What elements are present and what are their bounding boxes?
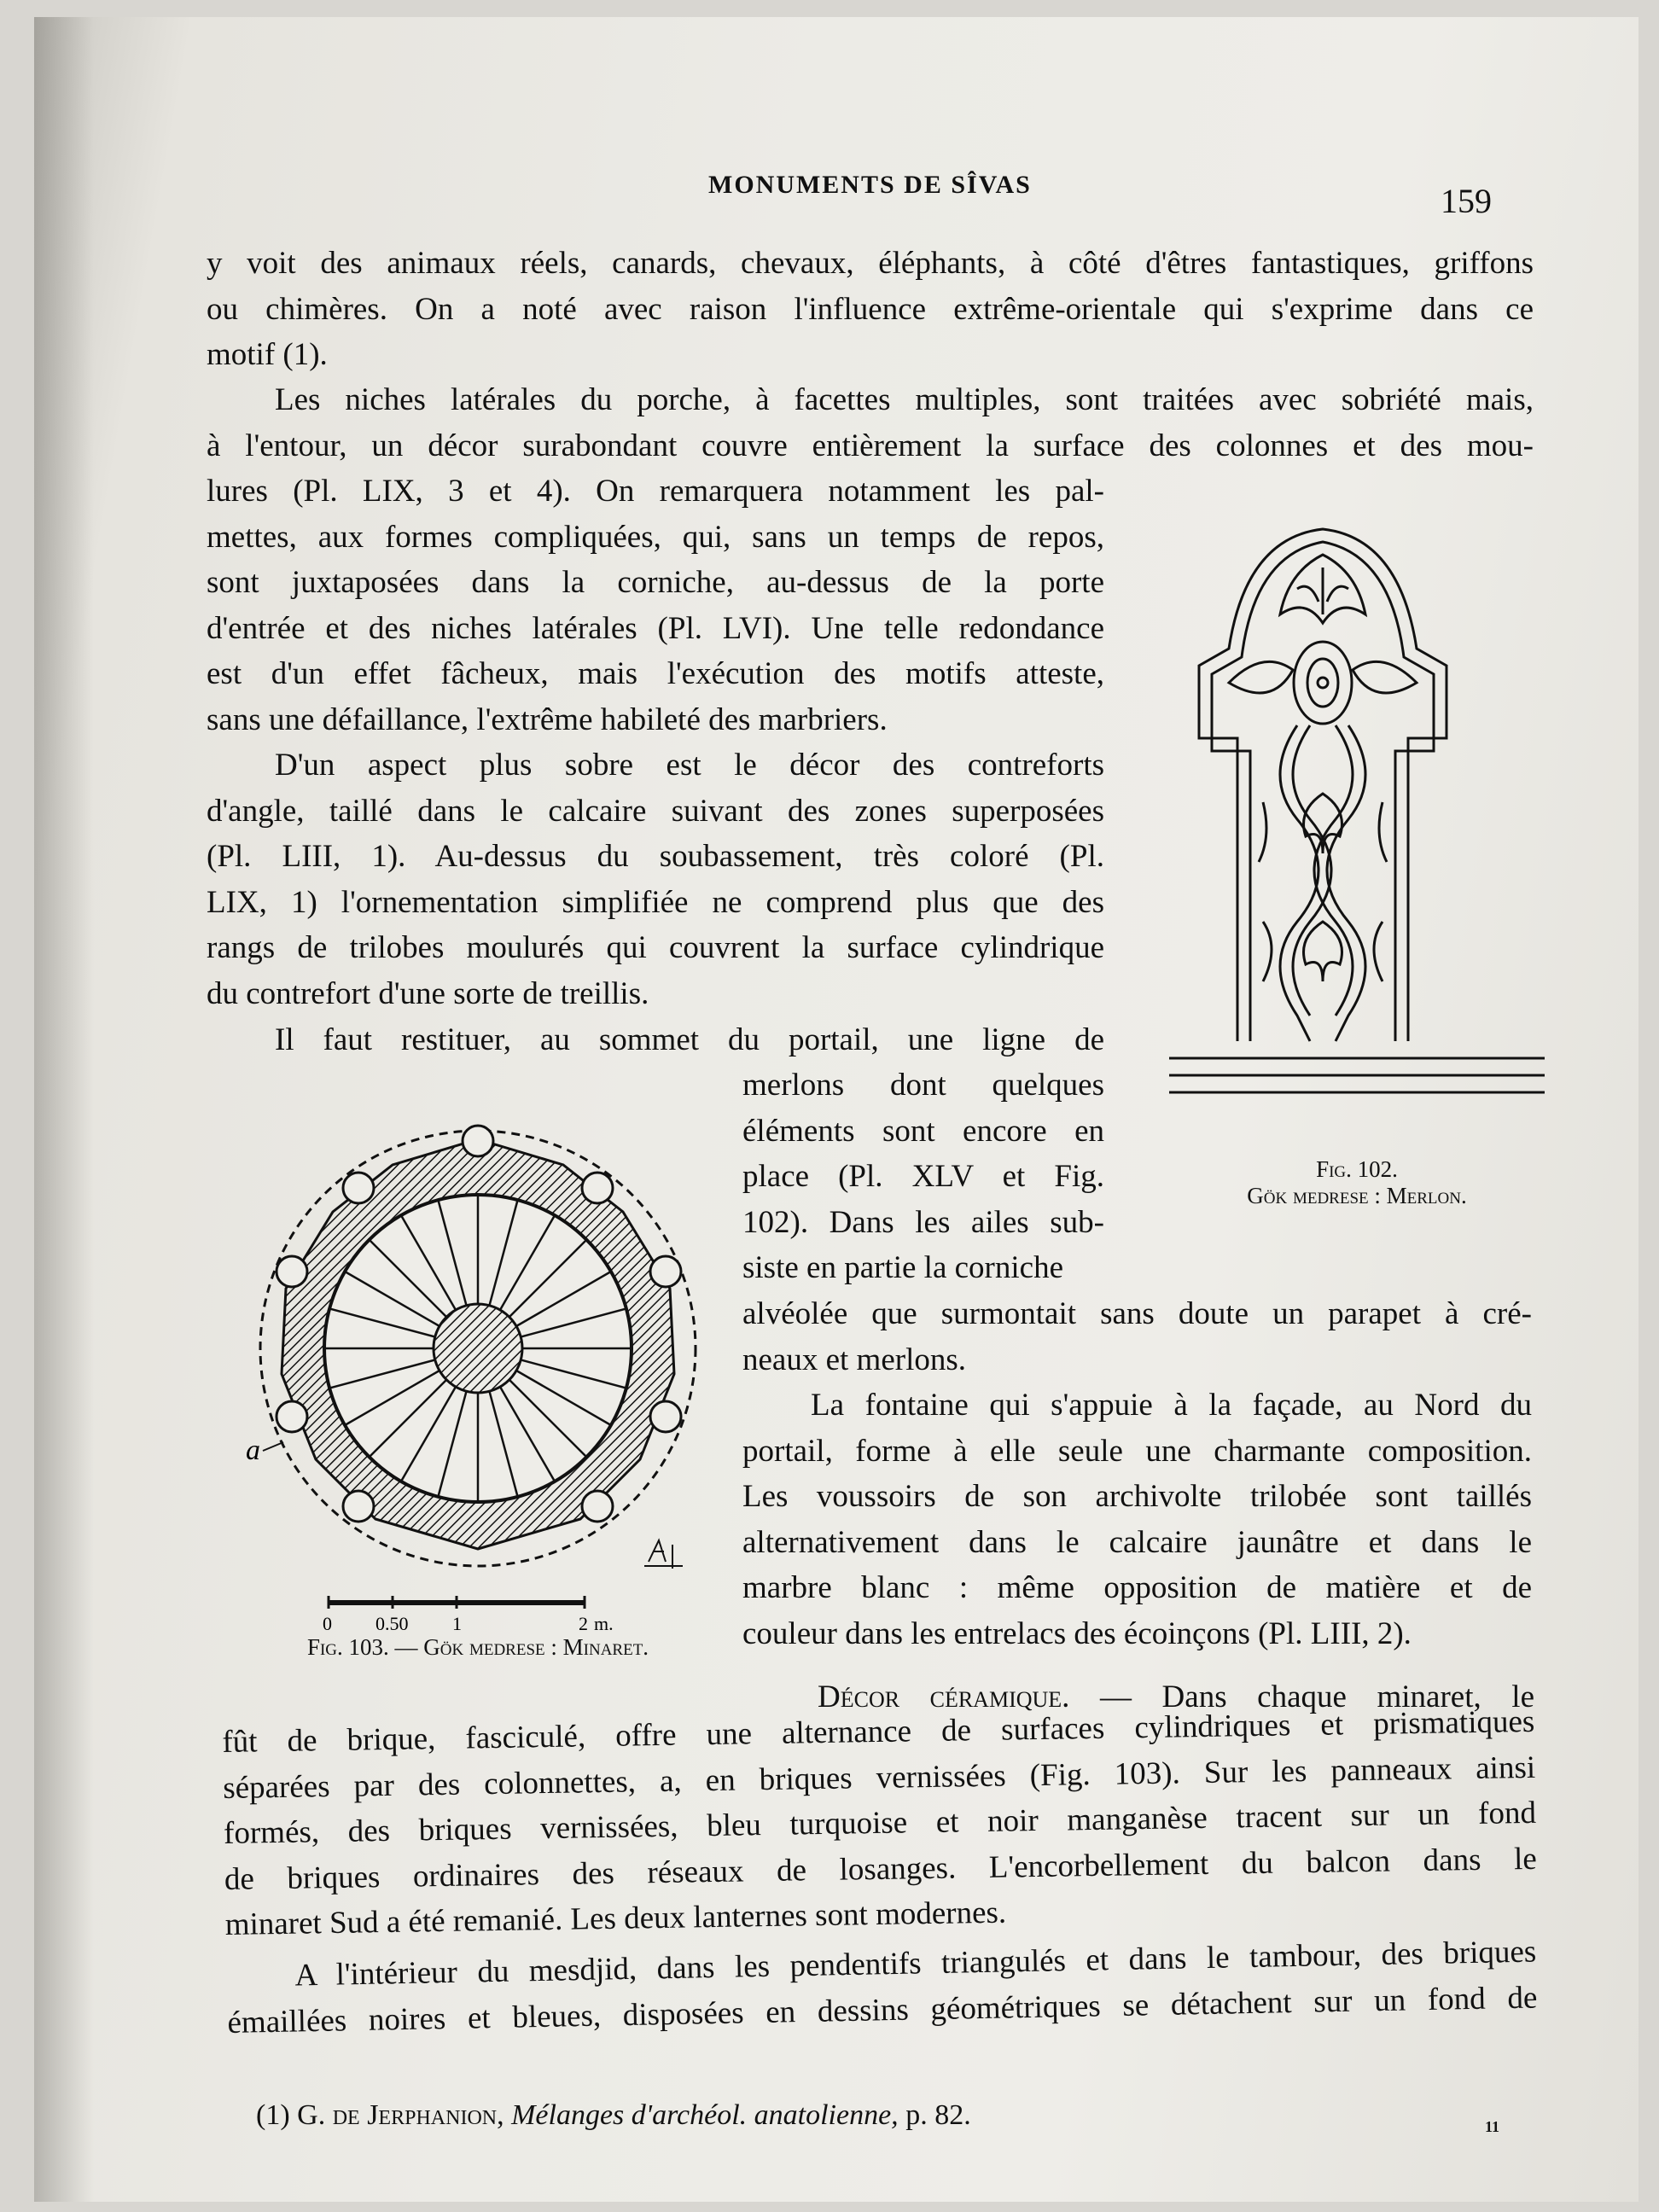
text-line: minaret Sud a été remanié. Les deux lanternes sont modernes. xyxy=(224,1895,1007,1942)
paragraph-2-narrow xyxy=(207,469,1104,742)
scale-unit: m. xyxy=(594,1613,614,1634)
fig102-caption xyxy=(1229,1156,1485,1209)
book-page xyxy=(34,17,1639,2202)
fig103-caption: Fig. 103. — Gök medrese : Minaret. xyxy=(306,1634,649,1660)
text-line: est d'un effet fâcheux, mais l'exécution des motifs atteste, xyxy=(207,656,1104,691)
scale-050: 0.50 xyxy=(375,1613,409,1634)
section-heading: Décor céramique. xyxy=(818,1679,1070,1714)
paragraph-4-narrow xyxy=(742,1062,1104,1291)
text-line: place (Pl. XLV et Fig. xyxy=(742,1159,1104,1194)
text-line: émaillées noires et bleues, disposées en dessins géométriques se détachent sur un fond de xyxy=(227,1980,1538,2040)
text-line: marbre blanc : même opposition de matière et de xyxy=(742,1570,1532,1605)
text-line: Il faut restituer, au sommet du portail, une ligne de xyxy=(275,1022,1104,1057)
text-line: alvéolée que surmontait sans doute un parapet à cré- xyxy=(742,1296,1532,1331)
footnote-title: Mélanges d'archéol. anatolienne, xyxy=(511,2099,899,2131)
text-line: 102). Dans les ailes sub- xyxy=(742,1204,1104,1240)
scale-0: 0 xyxy=(323,1613,332,1634)
footnote-author: G. de Jerphanion, xyxy=(297,2099,504,2131)
paragraph-2 xyxy=(207,377,1534,469)
paragraph-6 xyxy=(222,1699,1538,1948)
text-line: D'un aspect plus sobre est le décor des contreforts xyxy=(275,748,1104,783)
page-number: 159 xyxy=(1441,182,1492,220)
scale-2: 2 xyxy=(579,1613,588,1634)
text-line: lures (Pl. LIX, 3 et 4). On remarquera notamment les pal- xyxy=(207,474,1104,509)
text-line: rangs de trilobes moulurés qui couvrent la surface cylindrique xyxy=(207,930,1104,965)
footnote xyxy=(256,2099,971,2132)
paragraph-7 xyxy=(226,1930,1538,2046)
text-line: sont juxtaposées dans la corniche, au-dessus de la porte xyxy=(207,565,1104,600)
text-line: couleur dans les entrelacs des écoinçons (Pl. LIII, 2). xyxy=(742,1615,1412,1651)
paragraph-5 xyxy=(742,1382,1532,1656)
text-line: d'angle, taillé dans le calcaire suivant des zones superposées xyxy=(207,793,1104,829)
minaret-plan-drawing xyxy=(222,1118,708,1647)
text-line: A l'intérieur du mesdjid, dans les pendentifs triangulés et dans le tambour, des briques xyxy=(294,1934,1537,1994)
footnote-marker: (1) xyxy=(256,2099,290,2131)
text-line: (Pl. LIII, 1). Au-dessus du soubassement, très coloré (Pl. xyxy=(207,839,1104,874)
text-line: merlons dont quelques xyxy=(742,1068,1104,1103)
paragraph-3 xyxy=(207,742,1104,1016)
text-line: formés, des briques vernissées, bleu turquoise et noir manganèse tracent sur un fond xyxy=(223,1795,1537,1851)
text-line: éléments sont encore en xyxy=(742,1113,1104,1149)
text-line: La fontaine qui s'appuie à la façade, au Nord du xyxy=(811,1388,1532,1423)
paragraph-1 xyxy=(207,241,1534,378)
text-line: LIX, 1) l'ornementation simplifiée ne comprend plus que des xyxy=(207,884,1104,920)
text-line: fût de brique, fasciculé, offre une alternance de surfaces cylindriques et prismatiques xyxy=(222,1703,1535,1760)
text-line: du contrefort d'une sorte de treillis. xyxy=(207,975,649,1011)
text-line: Les voussoirs de son archivolte trilobée sont taillés xyxy=(742,1479,1532,1514)
text-line: neaux et merlons. xyxy=(742,1342,966,1377)
text-line: portail, forme à elle seule une charmante composition. xyxy=(742,1433,1532,1469)
paragraph-4-wide xyxy=(742,1291,1532,1382)
text-line: Les niches latérales du porche, à facettes multiples, sont traitées avec sobriété mais, xyxy=(275,382,1534,417)
text-line: à l'entour, un décor surabondant couvre entièrement la surface des colonnes et des mou- xyxy=(207,428,1534,463)
binding-shadow xyxy=(34,17,94,2202)
text-line: motif (1). xyxy=(207,337,328,372)
heading-rest: — Dans chaque minaret, le xyxy=(1069,1679,1534,1714)
text-line: de briques ordinaires des réseaux de losanges. L'encorbellement du balcon dans le xyxy=(224,1841,1538,1897)
merlon-drawing xyxy=(1169,521,1545,1152)
text-line: sans une défaillance, l'extrême habileté des marbriers. xyxy=(207,701,888,737)
signature-mark: 11 xyxy=(1485,2118,1500,2135)
footnote-page: p. 82. xyxy=(905,2099,971,2131)
paragraph-4-first xyxy=(207,1017,1104,1063)
running-title: MONUMENTS DE SÎVAS xyxy=(708,171,1032,199)
text-line: séparées par des colonnettes, a, en briques vernissées (Fig. 103). Sur les panneaux ainsi xyxy=(222,1749,1536,1806)
fig102-title: Gök medrese : Merlon. xyxy=(1247,1183,1467,1208)
text-line: ou chimères. On a noté avec raison l'influence extrême-orientale qui s'exprime dans ce xyxy=(207,291,1534,327)
fig102-number: Fig. 102. xyxy=(1316,1156,1398,1182)
text-line: mettes, aux formes compliquées, qui, sans un temps de repos, xyxy=(207,519,1104,555)
text-line: alternativement dans le calcaire jaunâtre et dans le xyxy=(742,1524,1532,1560)
scale-1: 1 xyxy=(452,1613,462,1634)
text-line: siste en partie la corniche xyxy=(742,1250,1063,1285)
text-line: d'entrée et des niches latérales (Pl. LVI). Une telle redondance xyxy=(207,610,1104,646)
text-line: y voit des animaux réels, canards, chevaux, éléphants, à côté d'êtres fantastiques, griffons xyxy=(207,246,1534,281)
label-a: a xyxy=(246,1435,260,1466)
